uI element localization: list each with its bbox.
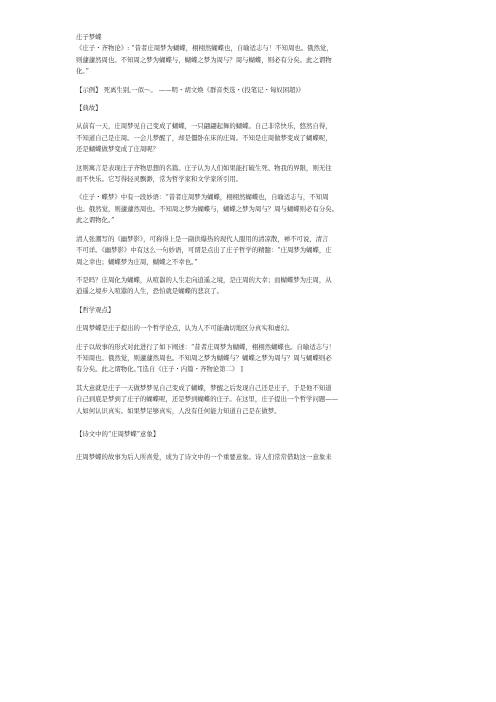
section-heading-poetry: 【诗文中的“庄周梦蝶”意象】 [76, 429, 160, 438]
section-heading-philosophy: 【哲学观点】 [76, 305, 115, 314]
story-paragraph-5: 不是吗？庄周化为蝴蝶，从喧嚣的人生走向逍遥之境，是庄周的大幸；而蝴蝶梦为庄周，从 逍遥之境步入喧嚣的人生，恐怕就是蝴蝶的悲哀了。 [76, 275, 332, 296]
story-paragraph-3: 《庄子・蝶梦》中有一段妙语：“昔者庄周梦为蝴蝶，栩栩然蝴蝶也，自喻适志与，不知周 也。俄然觉，则蘧蘧然周也。不知周之梦为蝴蝶与，蝴蝶之梦为周与？周与蝴蝶则必有分矣。 此之谓物化。” [76, 193, 339, 225]
section-heading-story: 【典故】 [76, 104, 102, 113]
story-paragraph-2: 这则寓言是表现庄子齐物思想的名篇。庄子认为人们如果能打破生死、物我的界限，则无往 而不快乐。它写得轻灵飘渺，常为哲学家和文学家所引用。 [76, 163, 332, 184]
philosophy-paragraph-1: 庄周梦蝶是庄子提出的一个哲学论点，认为人不可能确切地区分真实和虚幻。 [76, 324, 294, 333]
philosophy-paragraph-3: 其大意就是庄子一天做梦梦见自己变成了蝴蝶，梦醒之后发现自己还是庄子，于是他不知道 自己到底是梦到了庄子的蝴蝶呢，还是梦到蝴蝶的庄子。在这里，庄子提出一个哲学问题—— 人如何认识真实。如果梦足够真实，人没有任何能力知道自己是在做梦。 [76, 383, 339, 415]
poetry-paragraph-1: 庄周梦蝶的故事为后人所喜爱，成为了诗文中的一个重要意象。诗人们常常借助这一意象来 [76, 453, 332, 462]
story-paragraph-4: 清人张潮写的《幽梦影》，可称得上是一副供爆热的现代人服用的清凉散，禅不可说，清言 不可详。《幽梦影》中有这么一句妙语，可谓是点出了庄子哲学的精髓：“庄周梦为蝴蝶，庄 周之幸也；蝴蝶梦为庄周，蝴蝶之不幸也。” [76, 234, 332, 266]
example-line: 【示例】 死离生别,一似～。 ——明・胡文焕《群音类选・(投笔记・匈奴困超)》 [76, 85, 305, 94]
story-paragraph-1: 从前有一天，庄周梦见自己变成了蝴蝶，一只翩翩起舞的蝴蝶。自己非常快乐，悠然自得， 不知道自己是庄周。一会儿梦醒了，却是僵卧在床的庄周。不知是庄周做梦变成了蝴蝶呢， 还是蝴蝶做梦变成了庄周呢？ [76, 122, 332, 154]
philosophy-paragraph-2: 庄子以故事的形式对此进行了如下阐述：“昔者庄周梦为蝴蝶，栩栩然蝴蝶也。自喻适志与！ 不知周也。俄然觉，则蘧蘧然周也。不知周之梦为蝴蝶与？蝴蝶之梦为周与？周与蝴蝶则必 有分矣。此之谓物化。”[选自《庄子・内篇・齐物论第二》 ] [76, 342, 335, 374]
intro-quote: 《庄子・齐物论》: “昔者庄周梦为蝴蝶，栩栩然蝴蝶也，自喻适志与！不知周也。俄然觉， 则蘧蘧然周也。不知周之梦为蝴蝶与，蝴蝶之梦为周与？周与蝴蝶，则必有分矣。此之谓物 化。” [76, 44, 333, 76]
doc-title: 庄子梦蝶 [76, 33, 102, 41]
